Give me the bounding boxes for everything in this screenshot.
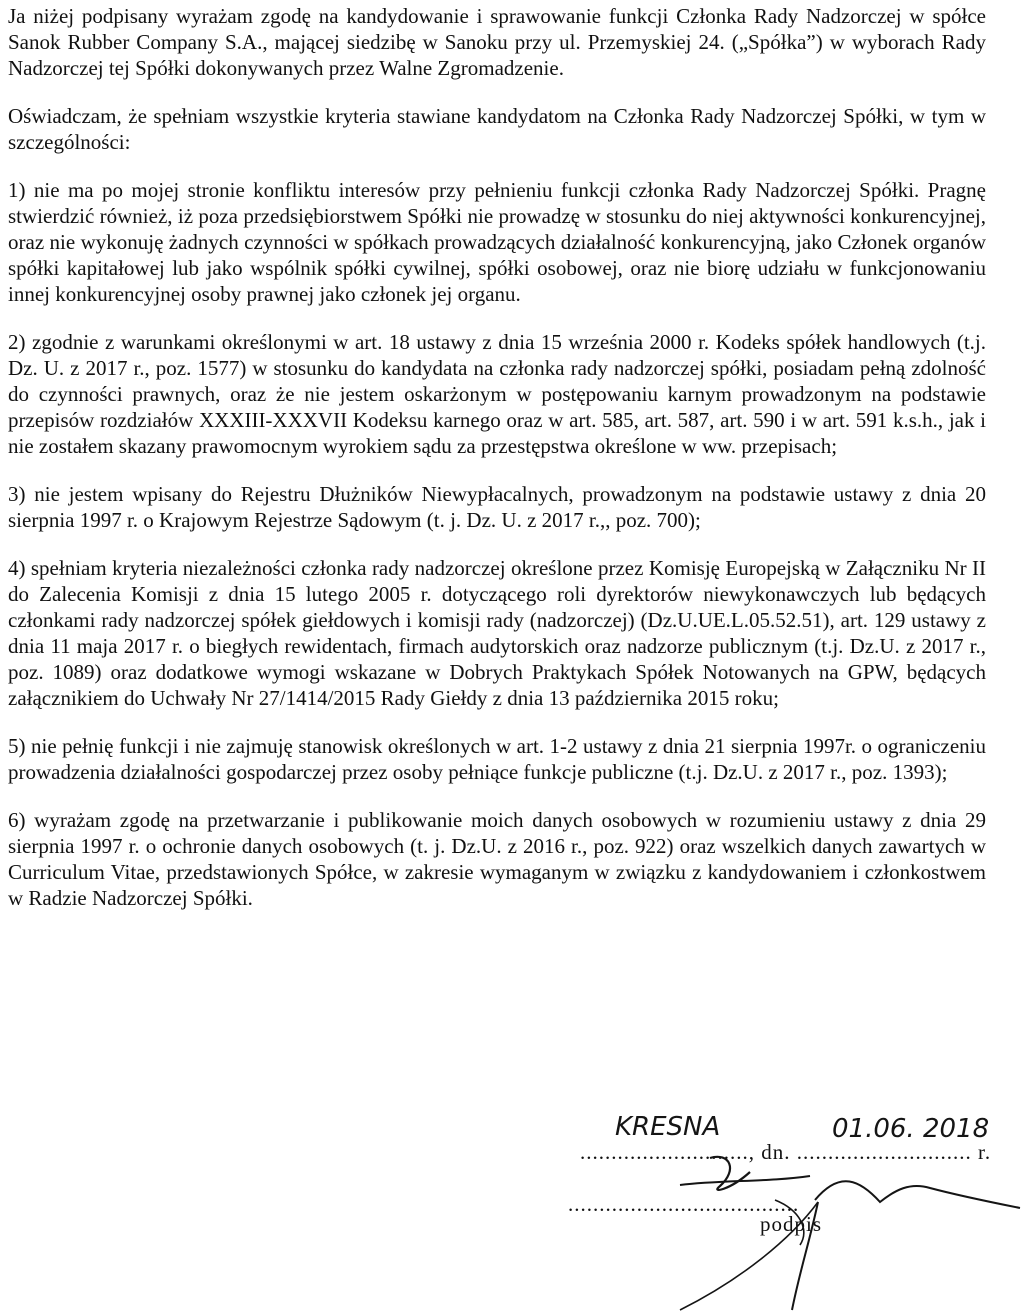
signature-label: podpis (760, 1212, 823, 1236)
criterion-1: 1) nie ma po mojej stronie konfliktu interesów przy pełnieniu funkcji członka Rady Nadzorczej Spółki. Pragnę stwierdzić również, iż poza przedsiębiorstwem Spółki nie prowadzę w stosunku do niej aktywności konkurencyjnej, oraz nie wykonuję żadnych czynności w spółkach prowadzących działalność konkurencyjną, jako Członek organów spółki kapitałowej lub jako wspólnik spółki cywilnej, spółki osobowej, oraz nie biorę udziału w funkcjonowaniu innej konkurencyjnej osoby prawnej jako członek jej organu. (8, 178, 986, 306)
date-separator: , dn. (748, 1140, 791, 1164)
declaration-document (8, 3, 986, 933)
year-suffix: r. (978, 1140, 992, 1164)
signature-line: ..................................... (568, 1192, 800, 1216)
criterion-6: 6) wyrażam zgodę na przetwarzanie i publikowanie moich danych osobowych w rozumieniu ustawy z dnia 29 sierpnia 1997 r. o ochronie danych osobowych (t. j. Dz.U. z 2016 r., poz. 922) oraz wszelkich danych zawartych w Curriculum Vitae, przedstawionych Spółce, w zakresie wymaganym w związku z kandydowaniem i członkostwem w Radzie Nadzorczej Spółki. (8, 808, 986, 910)
place-date-line: ..........................., dn. ............................ r. (580, 1140, 992, 1164)
criterion-3: 3) nie jestem wpisany do Rejestru Dłużników Niewypłacalnych, prowadzonym na podstawie ustawy z dnia 20 sierpnia 1997 r. o Krajowym Rejestrze Sądowym (t. j. Dz. U. z 2017 r.,, poz. 700); (8, 482, 986, 532)
handwritten-place: KRESNA (615, 1112, 721, 1142)
criterion-5: 5) nie pełnię funkcji i nie zajmuję stanowisk określonych w art. 1-2 ustawy z dnia 21 sierpnia 1997r. o ograniczeniu prowadzenia działalności gospodarczej przez osoby pełniące funkcje publiczne (t.j. Dz.U. z 2017 r., poz. 1393); (8, 734, 986, 784)
signature-block (560, 1110, 1024, 1314)
handwritten-date: 01.06. 2018 (832, 1114, 990, 1144)
criterion-4: 4) spełniam kryteria niezależności członka rady nadzorczej określone przez Komisję Europejską w Załączniku Nr II do Zalecenia Komisji z dnia 15 lutego 2005 r. dotyczącego roli dyrektorów niewykonawczych lub będących członkami rady nadzorczej spółek giełdowych i komisji rady (nadzorczej) (Dz.U.UE.L.05.52.51), art. 129 ustawy z dnia 11 maja 2017 r. o biegłych rewidentach, firmach audytorskich oraz nadzorze publicznym (t.j. Dz.U. z 2017 r., poz. 1089) oraz dodatkowe wymogi wskazane w Dobrych Praktykach Spółek Notowanych na GPW, będących załącznikiem do Uchwały Nr 27/1414/2015 Rady Giełdy z dnia 13 października 2015 roku; (8, 556, 986, 710)
handwritten-signature (560, 1110, 1024, 1314)
declaration-intro: Oświadczam, że spełniam wszystkie kryteria stawiane kandydatom na Członka Rady Nadzorczej Spółki, w tym w szczególności: (8, 104, 986, 154)
criterion-2: 2) zgodnie z warunkami określonymi w art. 18 ustawy z dnia 15 września 2000 r. Kodeks spółek handlowych (t.j. Dz. U. z 2017 r., poz. 1577) w stosunku do kandydata na członka rady nadzorczej spółki, posiadam pełną zdolność do czynności prawnych, oraz że nie jestem oskarżonym w postępowaniu karnym prowadzonym na podstawie przepisów rozdziałów XXXIII-XXXVII Kodeksu karnego oraz w art. 585, art. 587, art. 590 i w art. 591 k.s.h., jak i nie zostałem skazany prawomocnym wyrokiem sądu za przestępstwa określone w ww. przepisach; (8, 330, 986, 458)
consent-paragraph: Ja niżej podpisany wyrażam zgodę na kandydowanie i sprawowanie funkcji Członka Rady Nadzorczej w spółce Sanok Rubber Company S.A., mającej siedzibę w Sanoku przy ul. Przemyskiej 24. („Spółka”) w wyborach Rady Nadzorczej tej Spółki dokonywanych przez Walne Zgromadzenie. (8, 4, 986, 80)
